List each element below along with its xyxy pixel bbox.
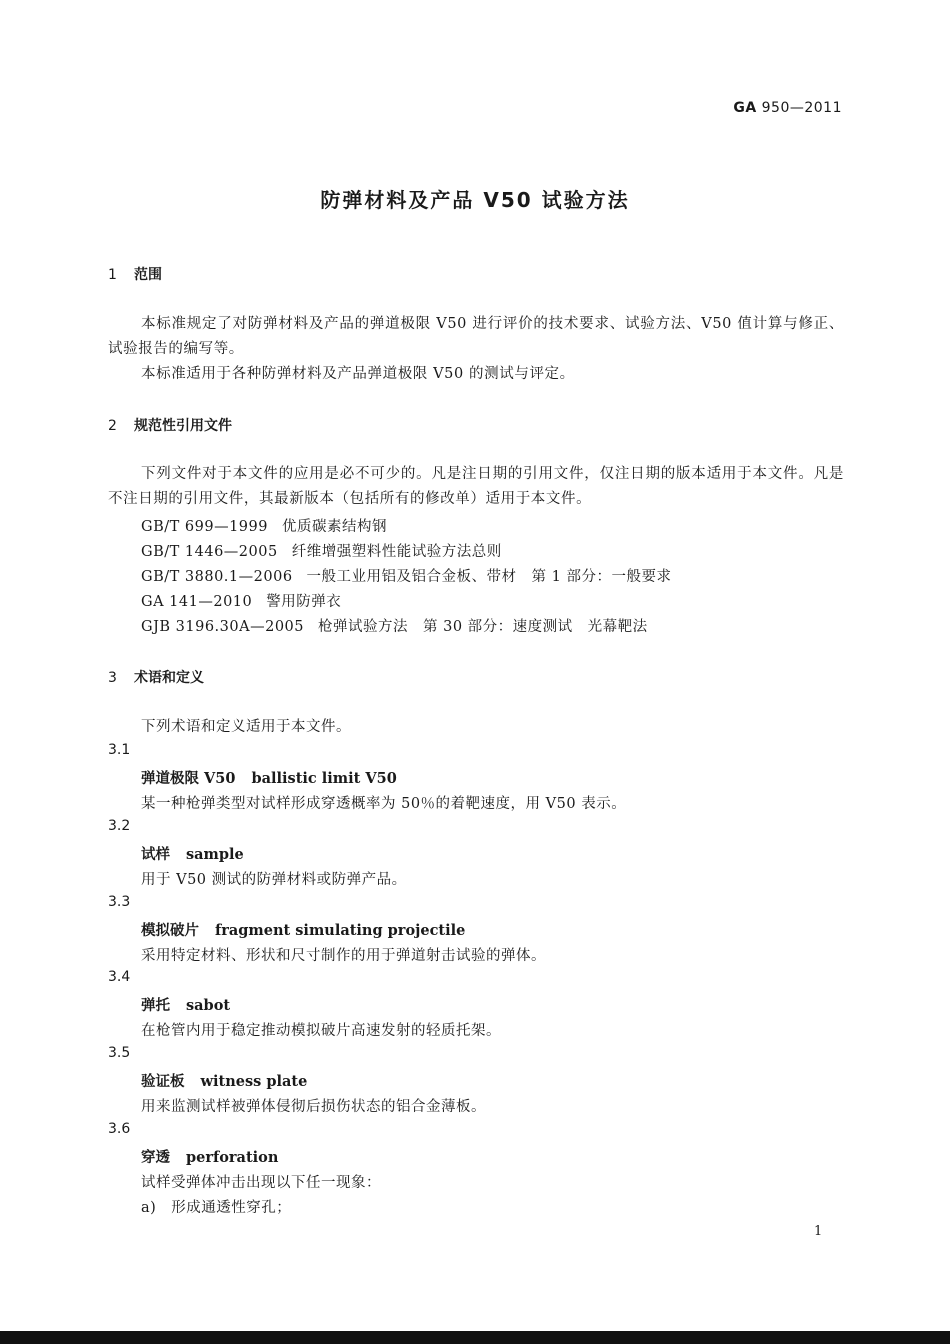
reference-item: [141, 590, 341, 611]
reference-title: 一般工业用铝及铝合金板、带材 第 1 部分：一般要求: [306, 569, 672, 585]
term-name-en: perforation: [186, 1149, 279, 1166]
reference-code: GB/T 699—1999: [141, 519, 268, 535]
term-number: 3.2: [108, 818, 131, 834]
term-name: [141, 1146, 278, 1167]
scope-paragraph-1: 本标准规定了对防弹材料及产品的弹道极限 V50 进行评价的技术要求、试验方法、V50 值计算与修正、试验报告的编写等。: [108, 316, 844, 357]
term-name: [141, 919, 465, 940]
term-name-en: sabot: [186, 997, 231, 1014]
reference-title: 警用防弹衣: [266, 594, 342, 610]
reference-item: [141, 515, 387, 536]
term-name-cn: 验证板: [141, 1073, 185, 1090]
term-definition: 采用特定材料、形状和尺寸制作的用于弹道射击试验的弹体。: [141, 948, 546, 964]
list-item: a) 形成通透性穿孔；: [141, 1200, 292, 1216]
reference-code: GB/T 1446—2005: [141, 544, 278, 560]
reference-code: GJB 3196.30A—2005: [141, 619, 304, 635]
standard-code-prefix: GA: [733, 100, 757, 116]
term-definition: 用于 V50 测试的防弹材料或防弹产品。: [141, 872, 407, 888]
term-name-en: sample: [186, 846, 244, 863]
term-definition: 在枪管内用于稳定推动模拟破片高速发射的轻质托架。: [141, 1023, 501, 1039]
term-name: [141, 1070, 307, 1091]
section-title: 规范性引用文件: [134, 418, 232, 434]
term-name-cn: 弹托: [141, 997, 170, 1014]
scope-paragraph-2: 本标准适用于各种防弹材料及产品弹道极限 V50 的测试与评定。: [141, 366, 575, 382]
reference-code: GA 141—2010: [141, 594, 253, 610]
standard-code: [733, 100, 842, 116]
term-name-en: witness plate: [200, 1073, 308, 1090]
term-name: [141, 994, 230, 1015]
term-name-cn: 穿透: [141, 1149, 170, 1166]
term-name: [141, 843, 244, 864]
term-name-cn: 模拟破片: [141, 922, 199, 939]
term-number: 3.6: [108, 1121, 131, 1137]
reference-code: GB/T 3880.1—2006: [141, 569, 293, 585]
term-definition: 试样受弹体冲击出现以下任一现象：: [141, 1175, 381, 1191]
reference-title: 优质碳素结构钢: [281, 519, 387, 535]
term-number: 3.3: [108, 894, 131, 910]
term-name-en: fragment simulating projectile: [215, 922, 466, 939]
term-name: [141, 767, 397, 788]
section-number: 1: [108, 267, 117, 283]
section-number: 2: [108, 418, 117, 434]
term-number: 3.5: [108, 1045, 131, 1061]
reference-item: [141, 540, 502, 561]
page-bottom-border: [0, 1331, 950, 1344]
page-number: 1: [814, 1224, 823, 1239]
normative-intro: 下列文件对于本文件的应用是必不可少的。凡是注日期的引用文件，仅注日期的版本适用于本文件。凡是不注日期的引用文件，其最新版本（包括所有的修改单）适用于本文件。: [108, 466, 844, 507]
reference-item: [141, 565, 672, 586]
term-definition: 某一种枪弹类型对试样形成穿透概率为 50％的着靶速度，用 V50 表示。: [141, 796, 627, 812]
reference-title: 纤维增强塑料性能试验方法总则: [291, 544, 502, 560]
standard-code-number: 950—2011: [761, 100, 842, 116]
section-3-heading: [108, 667, 204, 687]
terms-intro: 下列术语和定义适用于本文件。: [141, 719, 351, 735]
term-definition: 用来监测试样被弹体侵彻后损伤状态的铝合金薄板。: [141, 1099, 486, 1115]
reference-title: 枪弹试验方法 第 30 部分：速度测试 光幕靶法: [318, 619, 648, 635]
section-number: 3: [108, 670, 117, 686]
term-name-cn: 弹道极限 V50: [141, 770, 236, 787]
section-title: 范围: [134, 267, 162, 283]
section-1-heading: [108, 264, 162, 284]
document-title: 防弹材料及产品 V50 试验方法: [320, 188, 630, 212]
term-number: 3.4: [108, 969, 131, 985]
section-title: 术语和定义: [134, 670, 204, 686]
section-2-heading: [108, 415, 232, 435]
term-number: 3.1: [108, 742, 131, 758]
term-name-cn: 试样: [141, 846, 170, 863]
term-name-en: ballistic limit V50: [251, 770, 397, 787]
reference-item: [141, 615, 648, 636]
